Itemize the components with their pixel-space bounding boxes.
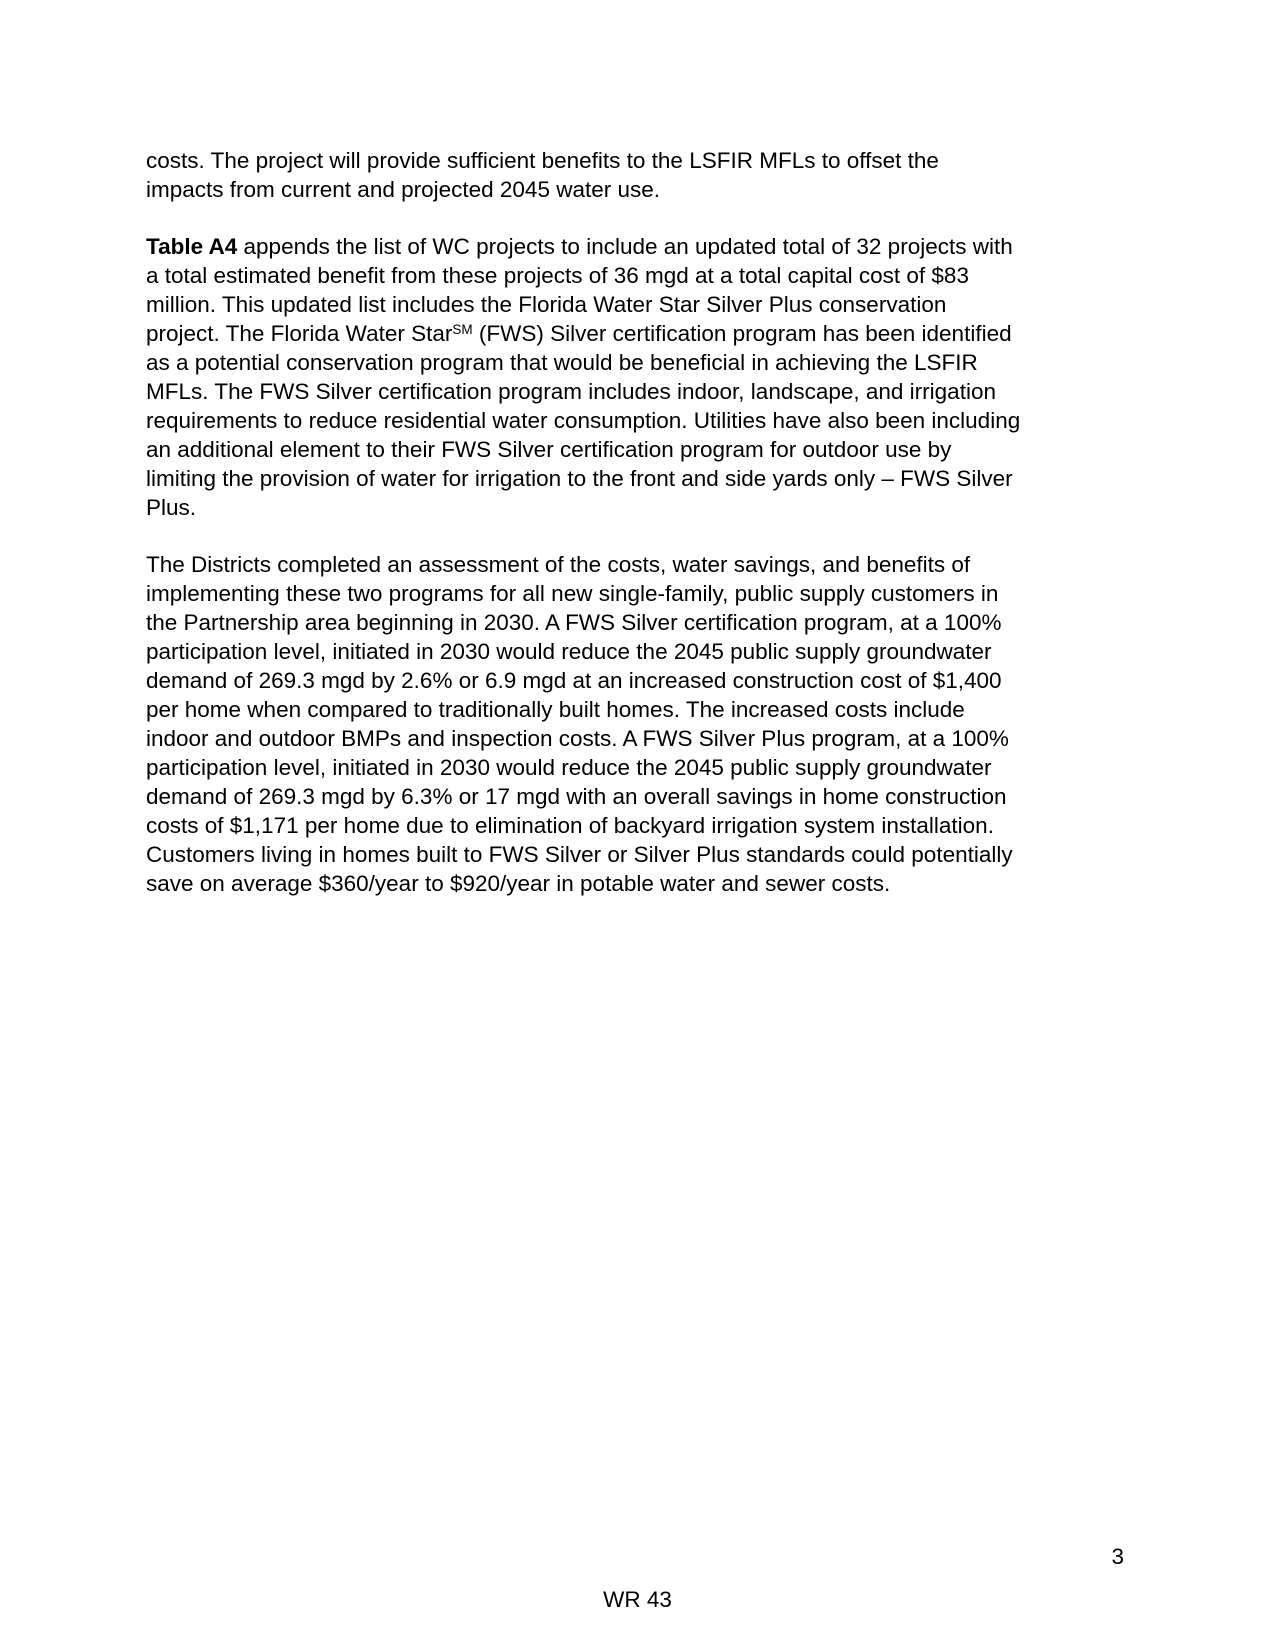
- text-line: [146, 840, 1128, 869]
- text-line: [146, 782, 1128, 811]
- text-line: [146, 435, 1128, 464]
- body-text: impacts from current and projected 2045 water use.: [146, 177, 661, 202]
- body-text: (FWS) Silver certification program has been identified: [472, 321, 1012, 346]
- text-line: [146, 724, 1128, 753]
- bold-text: Table A4: [146, 234, 238, 259]
- text-line: [146, 579, 1128, 608]
- body-text: requirements to reduce residential water consumption. Utilities have also been including: [146, 408, 1021, 433]
- superscript-text: SM: [452, 322, 473, 337]
- text-line: [146, 753, 1128, 782]
- text-line: [146, 348, 1128, 377]
- body-text: demand of 269.3 mgd by 6.3% or 17 mgd with an overall savings in home construction: [146, 784, 1007, 809]
- body-text: participation level, initiated in 2030 would reduce the 2045 public supply groundwater: [146, 755, 992, 780]
- body-text: million. This updated list includes the Florida Water Star Silver Plus conservation: [146, 292, 947, 317]
- text-line: [146, 290, 1128, 319]
- body-text: project. The Florida Water Star: [146, 321, 453, 346]
- body-text: costs. The project will provide sufficient benefits to the LSFIR MFLs to offset the: [146, 148, 939, 173]
- text-line: [146, 493, 1128, 522]
- document-body: [146, 146, 1128, 898]
- body-text: implementing these two programs for all new single-family, public supply customers in: [146, 581, 999, 606]
- body-text: costs of $1,171 per home due to elimination of backyard irrigation system installation.: [146, 813, 994, 838]
- body-text: MFLs. The FWS Silver certification program includes indoor, landscape, and irrigation: [146, 379, 996, 404]
- text-line: [146, 550, 1128, 579]
- body-text: Plus.: [146, 495, 197, 520]
- text-line: [146, 146, 1128, 175]
- footer-doc-code: WR 43: [603, 1587, 672, 1612]
- body-text: a total estimated benefit from these projects of 36 mgd at a total capital cost of $83: [146, 263, 969, 288]
- text-line: [146, 608, 1128, 637]
- text-line: [146, 319, 1128, 348]
- text-line: [146, 464, 1128, 493]
- body-text: per home when compared to traditionally built homes. The increased costs include: [146, 697, 965, 722]
- text-line: [146, 666, 1128, 695]
- text-line: [146, 377, 1128, 406]
- text-line: [146, 232, 1128, 261]
- text-line: [146, 869, 1128, 898]
- text-line: [146, 811, 1128, 840]
- paragraph: [146, 550, 1128, 898]
- body-text: participation level, initiated in 2030 would reduce the 2045 public supply groundwater: [146, 639, 992, 664]
- body-text: Customers living in homes built to FWS Silver or Silver Plus standards could potentially: [146, 842, 1013, 867]
- body-text: The Districts completed an assessment of the costs, water savings, and benefits of: [146, 552, 971, 577]
- body-text: appends the list of WC projects to include an updated total of 32 projects with: [237, 234, 1013, 259]
- body-text: as a potential conservation program that would be beneficial in achieving the LSFIR: [146, 350, 978, 375]
- text-line: [146, 637, 1128, 666]
- text-line: [146, 175, 1128, 204]
- text-line: [146, 695, 1128, 724]
- text-line: [146, 406, 1128, 435]
- footer-page-number: 3: [1111, 1544, 1124, 1569]
- body-text: indoor and outdoor BMPs and inspection costs. A FWS Silver Plus program, at a 100%: [146, 726, 1009, 751]
- body-text: demand of 269.3 mgd by 2.6% or 6.9 mgd at an increased construction cost of $1,400: [146, 668, 1002, 693]
- body-text: limiting the provision of water for irrigation to the front and side yards only – FWS Silver: [146, 466, 1013, 491]
- paragraph: [146, 146, 1128, 204]
- body-text: save on average $360/year to $920/year in potable water and sewer costs.: [146, 871, 891, 896]
- body-text: an additional element to their FWS Silver certification program for outdoor use by: [146, 437, 952, 462]
- paragraph: [146, 232, 1128, 522]
- text-line: [146, 261, 1128, 290]
- body-text: the Partnership area beginning in 2030. A FWS Silver certification program, at a 100%: [146, 610, 1002, 635]
